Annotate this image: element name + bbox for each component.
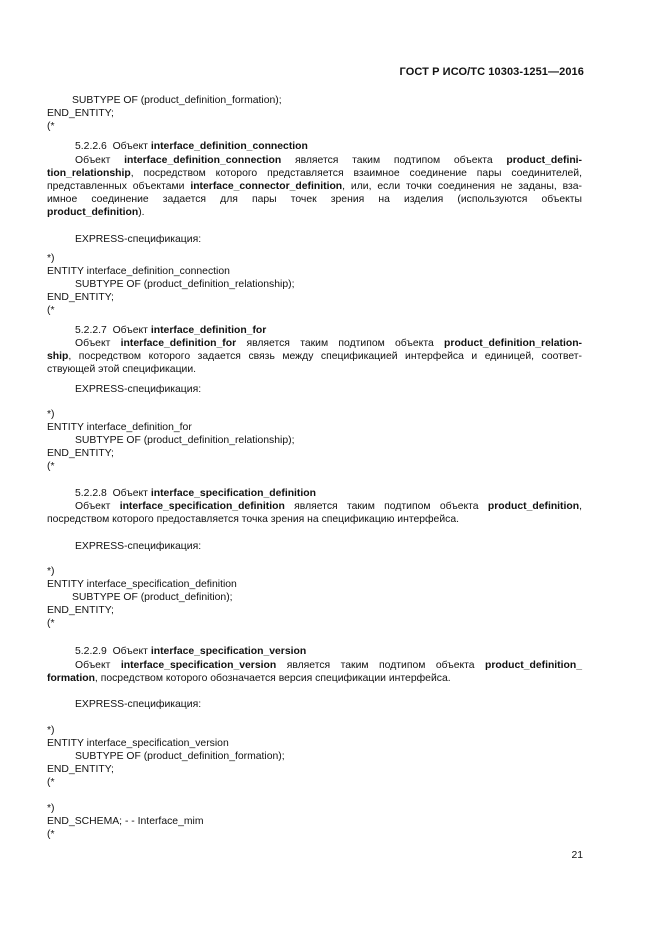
code-line: *) (47, 803, 55, 814)
section-heading: 5.2.2.7 Объект interface_definition_for (75, 325, 267, 336)
page-number: 21 (571, 850, 583, 861)
section-heading: 5.2.2.9 Объект interface_specification_version (75, 646, 307, 657)
code-line: *) (47, 725, 55, 736)
express-label: EXPRESS-спецификация: (75, 541, 202, 552)
code-line: END_SCHEMA; - - Interface_mim (47, 816, 204, 827)
code-line: SUBTYPE OF (product_definition_relationship); (75, 435, 295, 446)
code-line: END_ENTITY; (47, 764, 114, 775)
code-line: *) (47, 253, 55, 264)
paragraph: Объект interface_definition_for является таким подтипом объекта product_definition_relation- ship, посредством которого задается связь между спецификацией интерфейса и единицей, соответ- ствующей этой спецификации. (47, 338, 583, 376)
code-line: ENTITY interface_definition_for (47, 422, 192, 433)
paragraph: Объект interface_definition_connection является таким подтипом объекта product_defini- tion_relationship, посредством которого представляется взаимное соединение пары соединителей, представленных объектами interface_connector_definition, или, если точки соединения не заданы, вза- имное соединение задается для пары точек зрения на изделия (используются объекты product_definition). (47, 155, 583, 219)
code-line: END_ENTITY; (47, 448, 114, 459)
code-line: END_ENTITY; (47, 108, 114, 119)
express-label: EXPRESS-спецификация: (75, 384, 202, 395)
page-header: ГОСТ Р ИСО/ТС 10303-1251—2016 (399, 66, 584, 78)
code-line: ENTITY interface_specification_version (47, 738, 229, 749)
code-line: (* (47, 121, 55, 132)
section-heading: 5.2.2.6 Объект interface_definition_connection (75, 141, 308, 152)
section-heading: 5.2.2.8 Объект interface_specification_definition (75, 488, 316, 499)
express-label: EXPRESS-спецификация: (75, 234, 202, 245)
code-line: (* (47, 777, 55, 788)
code-line: SUBTYPE OF (product_definition); (72, 592, 233, 603)
code-line: (* (47, 305, 55, 316)
code-line: *) (47, 409, 55, 420)
code-line: SUBTYPE OF (product_definition_relationship); (75, 279, 295, 290)
paragraph: Объект interface_specification_definition является таким подтипом объекта product_definition, посредством которого предоставляется точка зрения на спецификацию интерфейса. (47, 501, 582, 526)
paragraph: Объект interface_specification_version является таким подтипом объекта product_definition_ formation, посредством которого обозначается версия спецификации интерфейса. (47, 660, 583, 685)
code-line: ENTITY interface_definition_connection (47, 266, 230, 277)
code-line: SUBTYPE OF (product_definition_formation); (75, 751, 285, 762)
code-line: END_ENTITY; (47, 605, 114, 616)
code-line: ENTITY interface_specification_definition (47, 579, 237, 590)
express-label: EXPRESS-спецификация: (75, 699, 202, 710)
code-line: (* (47, 829, 55, 840)
code-line: (* (47, 461, 55, 472)
code-line: SUBTYPE OF (product_definition_formation); (72, 95, 282, 106)
code-line: END_ENTITY; (47, 292, 114, 303)
code-line: (* (47, 618, 55, 629)
code-line: *) (47, 566, 55, 577)
